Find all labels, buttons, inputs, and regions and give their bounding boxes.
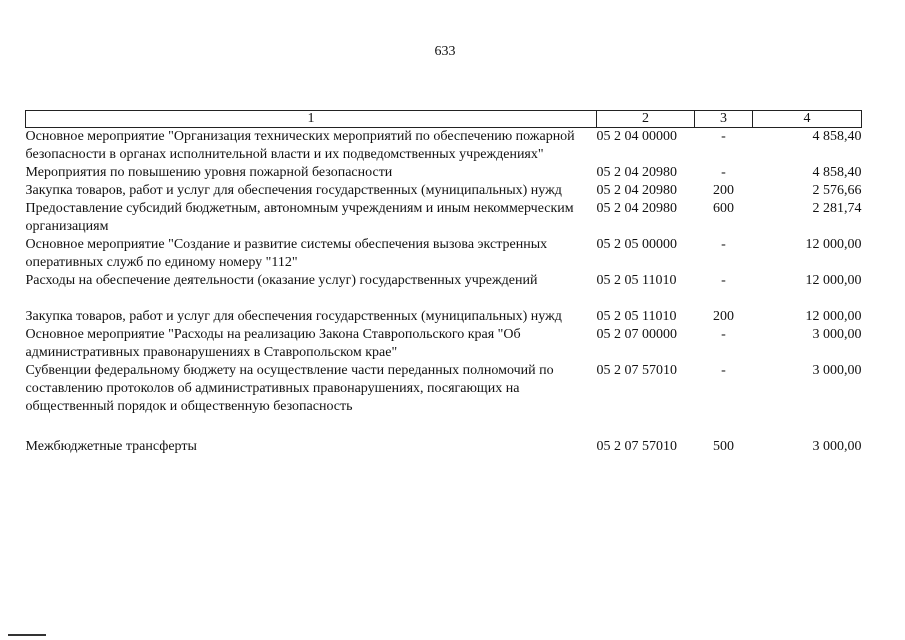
row-description: Предоставление субсидий бюджетным, автономным учреждениям и иным некоммерческим организациям [25, 201, 574, 234]
row-amount: 2 281,74 [812, 201, 862, 216]
table-row [26, 290, 862, 326]
row-description: Расходы на обеспечение деятельности (оказание услуг) государственных учреждений [25, 273, 538, 288]
row-amount: 4 858,40 [812, 165, 862, 180]
row-expense-type: - [721, 165, 726, 180]
row-code: 05 2 04 20980 [596, 201, 677, 216]
row-amount: 12 000,00 [805, 237, 862, 252]
row-amount: 3 000,00 [812, 439, 862, 454]
row-amount: 4 858,40 [812, 129, 862, 144]
row-code: 05 2 07 57010 [596, 439, 677, 454]
column-header-3: 3 [695, 111, 753, 128]
row-description: Закупка товаров, работ и услуг для обеспечения государственных (муниципальных) нужд [25, 183, 562, 198]
row-expense-type: - [721, 363, 726, 378]
table-row [26, 200, 862, 236]
row-description: Основное мероприятие "Создание и развитие системы обеспечения вызова экстренных оперативных служб по единому номеру "112" [25, 237, 548, 270]
table-row [26, 416, 862, 456]
table-row [26, 164, 862, 182]
row-code: 05 2 07 57010 [596, 363, 677, 378]
row-expense-type: - [721, 237, 726, 252]
column-header-1: 1 [26, 111, 597, 128]
row-expense-type: 200 [713, 183, 734, 198]
table-row [26, 326, 862, 362]
row-expense-type: - [721, 327, 726, 342]
row-description: Субвенции федеральному бюджету на осуществление части переданных полномочий по составлению протоколов об административных правонарушениях, посягающих на общественный порядок и общественную безопасность [25, 363, 554, 414]
column-header-4: 4 [753, 111, 862, 128]
row-expense-type: 500 [713, 439, 734, 454]
row-code: 05 2 05 11010 [596, 273, 677, 288]
scan-edge-mark [8, 634, 46, 636]
row-amount: 12 000,00 [805, 273, 862, 288]
row-amount: 2 576,66 [812, 183, 862, 198]
budget-table [25, 110, 862, 456]
row-amount: 3 000,00 [812, 363, 862, 378]
row-code: 05 2 04 20980 [596, 183, 677, 198]
table-header [26, 111, 862, 128]
row-description: Основное мероприятие "Организация технических мероприятий по обеспечению пожарной безопасности в органах исполнительной власти и их подведомственных учреждениях" [25, 129, 575, 162]
row-code: 05 2 07 00000 [596, 327, 677, 342]
row-code: 05 2 05 11010 [596, 309, 677, 324]
column-header-2: 2 [597, 111, 695, 128]
table-row [26, 272, 862, 290]
row-description: Мероприятия по повышению уровня пожарной безопасности [25, 165, 393, 180]
row-expense-type: - [721, 129, 726, 144]
row-amount: 12 000,00 [805, 309, 862, 324]
table-row [26, 236, 862, 272]
table-body [26, 128, 862, 457]
row-expense-type: 200 [713, 309, 734, 324]
row-expense-type: - [721, 273, 726, 288]
row-description: Закупка товаров, работ и услуг для обеспечения государственных (муниципальных) нужд [25, 309, 562, 324]
page-number: 633 [434, 44, 456, 59]
row-description: Основное мероприятие "Расходы на реализацию Закона Ставропольского края "Об административных правонарушениях в Ставропольском крае" [25, 327, 521, 360]
table-row [26, 128, 862, 165]
row-code: 05 2 04 00000 [596, 129, 677, 144]
row-code: 05 2 04 20980 [596, 165, 677, 180]
table-row [26, 182, 862, 200]
row-amount: 3 000,00 [812, 327, 862, 342]
row-description: Межбюджетные трансферты [25, 439, 197, 454]
table-row [26, 362, 862, 416]
row-code: 05 2 05 00000 [596, 237, 677, 252]
row-expense-type: 600 [713, 201, 734, 216]
